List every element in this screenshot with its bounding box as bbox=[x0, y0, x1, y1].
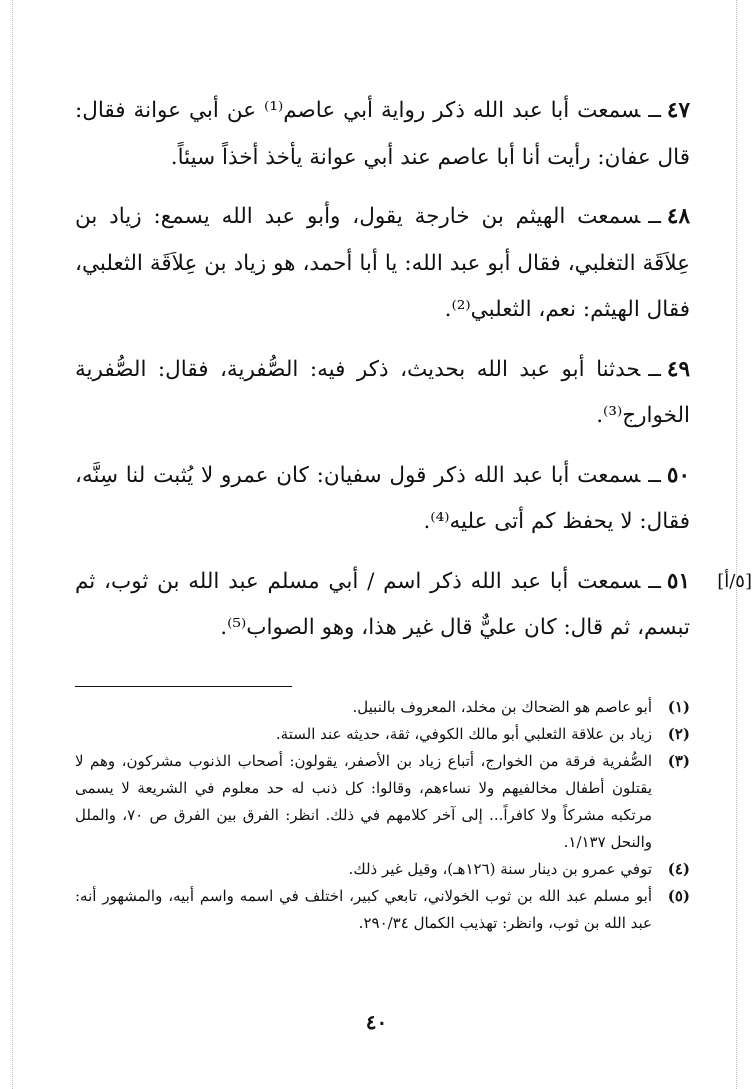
paragraph-dash: ــ bbox=[648, 98, 661, 123]
paragraph-51 bbox=[75, 559, 752, 652]
footnote-1 bbox=[75, 694, 690, 721]
paragraph-number: ٤٨ bbox=[666, 204, 690, 229]
footnote-number: (٣) bbox=[667, 752, 690, 770]
paragraph-number: ٥١ bbox=[666, 568, 690, 594]
paragraph-48 bbox=[75, 194, 690, 334]
page-edge-left bbox=[12, 0, 13, 1089]
footnote-number: (٤) bbox=[667, 860, 690, 878]
paragraph-49 bbox=[75, 347, 690, 440]
paragraph-dash: ــ bbox=[648, 568, 661, 594]
paragraph-47 bbox=[75, 88, 690, 181]
paragraph-dash: ــ bbox=[648, 462, 661, 488]
paragraph-text: حدثنا أبو عبد الله بحديث، ذكر فيه: الصُّفرية، فقال: الصُّفرية الخوارج⁽³⁾. bbox=[75, 356, 690, 428]
footnote-number: (٢) bbox=[667, 725, 690, 743]
paragraph-text: سمعت أبا عبد الله ذكر قول سفيان: كان عمرو لا يُثبت لنا سِنَّه، فقال: لا يحفظ كم أتى عليه⁽⁴⁾. bbox=[75, 462, 690, 534]
paragraph-text: سمعت أبا عبد الله ذكر اسم / أبي مسلم عبد الله بن ثوب، ثم تبسم، ثم قال: كان عليٌّ قال غير هذا، وهو الصواب⁽⁵⁾. bbox=[75, 568, 690, 640]
manuscript-folio-marker: [٥/أ] bbox=[717, 570, 752, 592]
paragraph-number: ٥٠ bbox=[666, 462, 690, 488]
footnote-separator bbox=[75, 686, 292, 687]
paragraph-number: ٤٩ bbox=[666, 356, 690, 382]
footnote-text: زياد بن علاقة الثعلبي أبو مالك الكوفي، ثقة، حديثه عند الستة. bbox=[275, 725, 652, 743]
footnote-5 bbox=[75, 883, 690, 937]
paragraph-number: ٤٧ bbox=[666, 98, 690, 123]
footnotes bbox=[75, 694, 690, 937]
page-edge-right bbox=[736, 0, 737, 1089]
footnote-3 bbox=[75, 748, 690, 856]
footnote-text: أبو عاصم هو الضحاك بن مخلد، المعروف بالنبيل. bbox=[352, 698, 652, 716]
main-text bbox=[75, 88, 752, 665]
footnote-text: أبو مسلم عبد الله بن ثوب الخولاني، تابعي كبير، اختلف في اسمه واسم أبيه، والمشهور أنه: عبد الله بن ثوب، وانظر: تهذيب الكمال ٢٩٠/٣٤. bbox=[75, 887, 652, 932]
footnote-number: (١) bbox=[667, 698, 690, 716]
footnote-4 bbox=[75, 856, 690, 883]
page-number: ٤٠ bbox=[365, 1010, 388, 1034]
paragraph-dash: ــ bbox=[648, 356, 661, 382]
footnote-text: توفي عمرو بن دينار سنة (١٢٦هـ)، وقيل غير ذلك. bbox=[348, 860, 652, 878]
footnote-number: (٥) bbox=[667, 887, 690, 905]
footnote-2 bbox=[75, 721, 690, 748]
paragraph-dash: ــ bbox=[648, 204, 661, 229]
paragraph-text: سمعت الهيثم بن خارجة يقول، وأبو عبد الله يسمع: زياد بن عِلاَقَة التغلبي، فقال أبو عبد الله: يا أبا أحمد، هو زياد بن عِلاَقَة الثعلبي، فقال الهيثم: نعم، الثعلبي⁽²⁾. bbox=[75, 204, 690, 322]
footnote-text: الصُّفرية فرقة من الخوارج، أتباع زياد بن الأصفر، يقولون: أصحاب الذنوب مشركون، وهم لا يقتلون أطفال مخالفيهم ولا نساءهم، وقالوا: كل ذنب له حد معلوم في الشريعة لا يسمى مرتكبه مشركاً ولا كافراً... إلى آخر كلامهم في ذلك. انظر: الفرق بين الفرق ص ٧٠، والملل والنحل ١/١٣٧. bbox=[75, 752, 652, 851]
paragraph-text: سمعت أبا عبد الله ذكر رواية أبي عاصم⁽¹⁾ عن أبي عوانة فقال: قال عفان: رأيت أنا أبا عاصم عند أبي عوانة يأخذ أخذاً سيئاً. bbox=[75, 98, 690, 170]
paragraph-50 bbox=[75, 453, 690, 546]
